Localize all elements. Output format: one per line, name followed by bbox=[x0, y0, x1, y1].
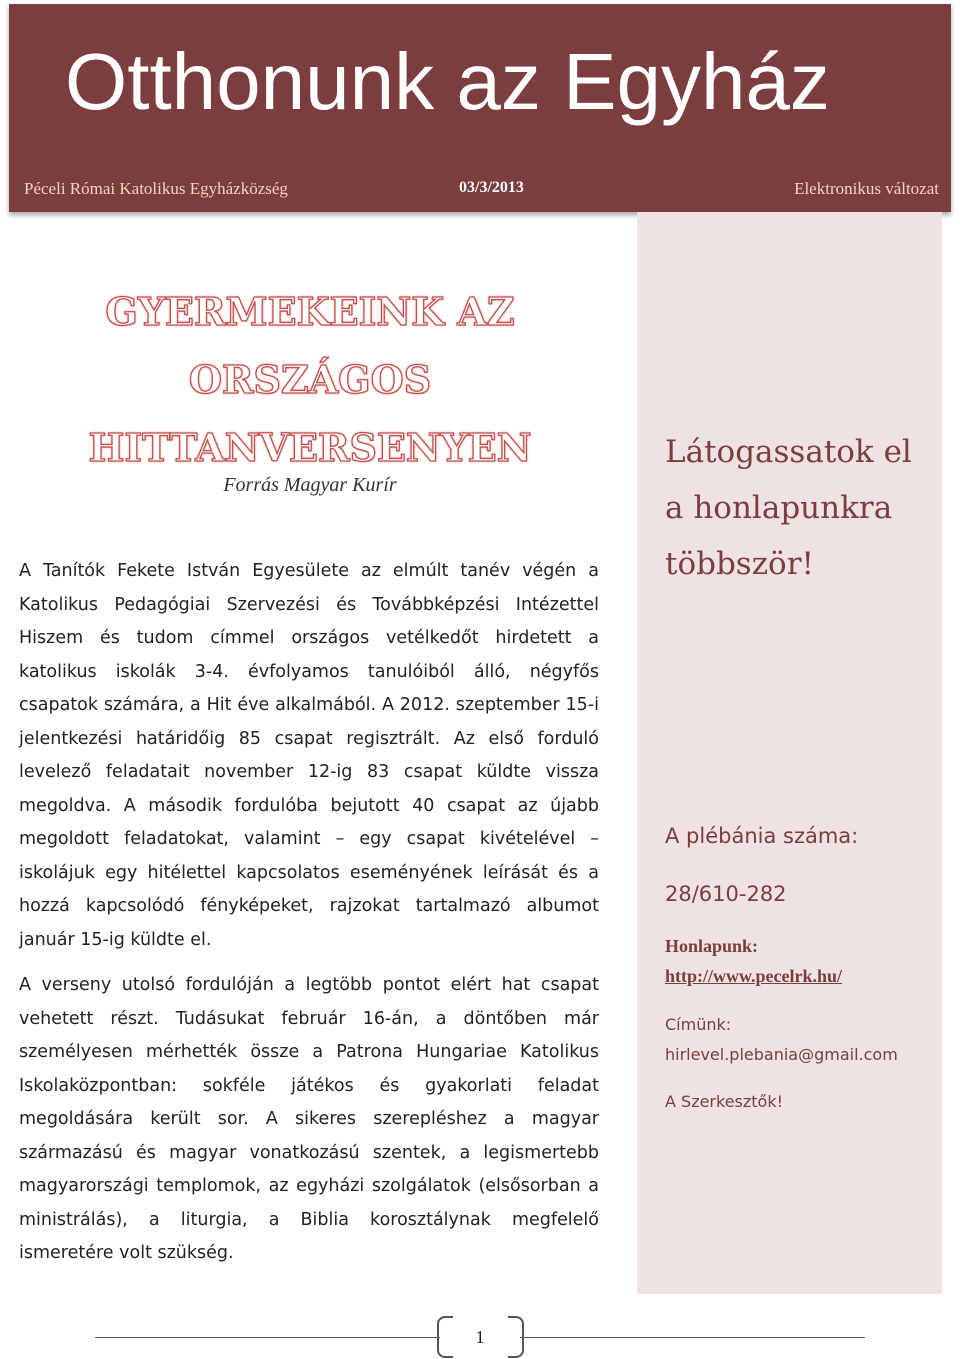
header-banner bbox=[9, 4, 951, 212]
website-link[interactable]: http://www.pecelrk.hu/ bbox=[665, 966, 843, 986]
parish-number-label: A plébánia száma: bbox=[665, 824, 859, 848]
article-source: Forrás Magyar Kurír bbox=[223, 474, 397, 496]
editors-signature: A Szerkesztők! bbox=[665, 1092, 784, 1111]
footer-brace-left bbox=[437, 1316, 453, 1358]
parish-phone-number: 28/610-282 bbox=[665, 882, 787, 906]
article-paragraph: A Tanítók Fekete István Egyesülete az elmúlt tanév végén a Katolikus Pedagógiai Szervezési és Továbbképzési Intézettel Hiszem és tudom címmel országos vetélkedőt hirdetett a katolikus iskolák 3-4. évfolyamos tanulóiból álló, négyfős csapatok számára, a Hit éve alkalmából. A 2012. szeptember 15-i jelentkezési határidőig 85 csapat regisztrált. Az első forduló levelező feladatait november 12-ig 83 csapat küldte vissza megoldva. A második fordulóba bejutott 40 csapat az újabb megoldott feladatokat, valamint – egy csapat kivételével – iskolájuk egy hitélettel kapcsolatos eseményének leírását és a hozzá kapcsolódó fényképeket, rajzokat tartalmazó albumot január 15-ig küldte el. bbox=[19, 561, 599, 950]
address-email: hirlevel.plebania@gmail.com bbox=[665, 1045, 898, 1064]
footer-divider-left bbox=[95, 1337, 440, 1338]
footer-divider-right bbox=[520, 1337, 865, 1338]
article-paragraph: A verseny utolsó fordulóján a legtöbb pontot elért hat csapat vehetett részt. Tudásukat február 16-án, a döntőben már személyesen mérhették össze a Patrona Hungariae Katolikus Iskolaközpontban: sokféle játékos és gyakorlati feladat megoldására került sor. A sikeres szerepléshez a magyar származású és magyar vonatkozású szentek, a legismertebb magyarországi templomok, az egyházi szolgálatok (elsősorban a ministrálás), a liturgia, a Biblia korosztálynak megfelelő ismeretére volt szükség. bbox=[19, 975, 599, 1263]
article-title: GYERMEKEINK AZ ORSZÁGOS HITTANVERSENYEN bbox=[88, 289, 532, 470]
address-label: Címünk: bbox=[665, 1015, 732, 1034]
page-number: 1 bbox=[475, 1327, 485, 1347]
sidebar-heading: Látogassatok el a honlapunkra többször! bbox=[665, 434, 912, 582]
parish-name: Péceli Római Katolikus Egyházközség bbox=[24, 179, 288, 198]
issue-number: 03/3/2013 bbox=[459, 179, 524, 196]
edition-label: Elektronikus változat bbox=[794, 179, 939, 198]
website-label: Honlapunk: bbox=[665, 936, 759, 956]
newsletter-title: Otthonunk az Egyház bbox=[65, 37, 830, 126]
sidebar bbox=[637, 212, 942, 1294]
